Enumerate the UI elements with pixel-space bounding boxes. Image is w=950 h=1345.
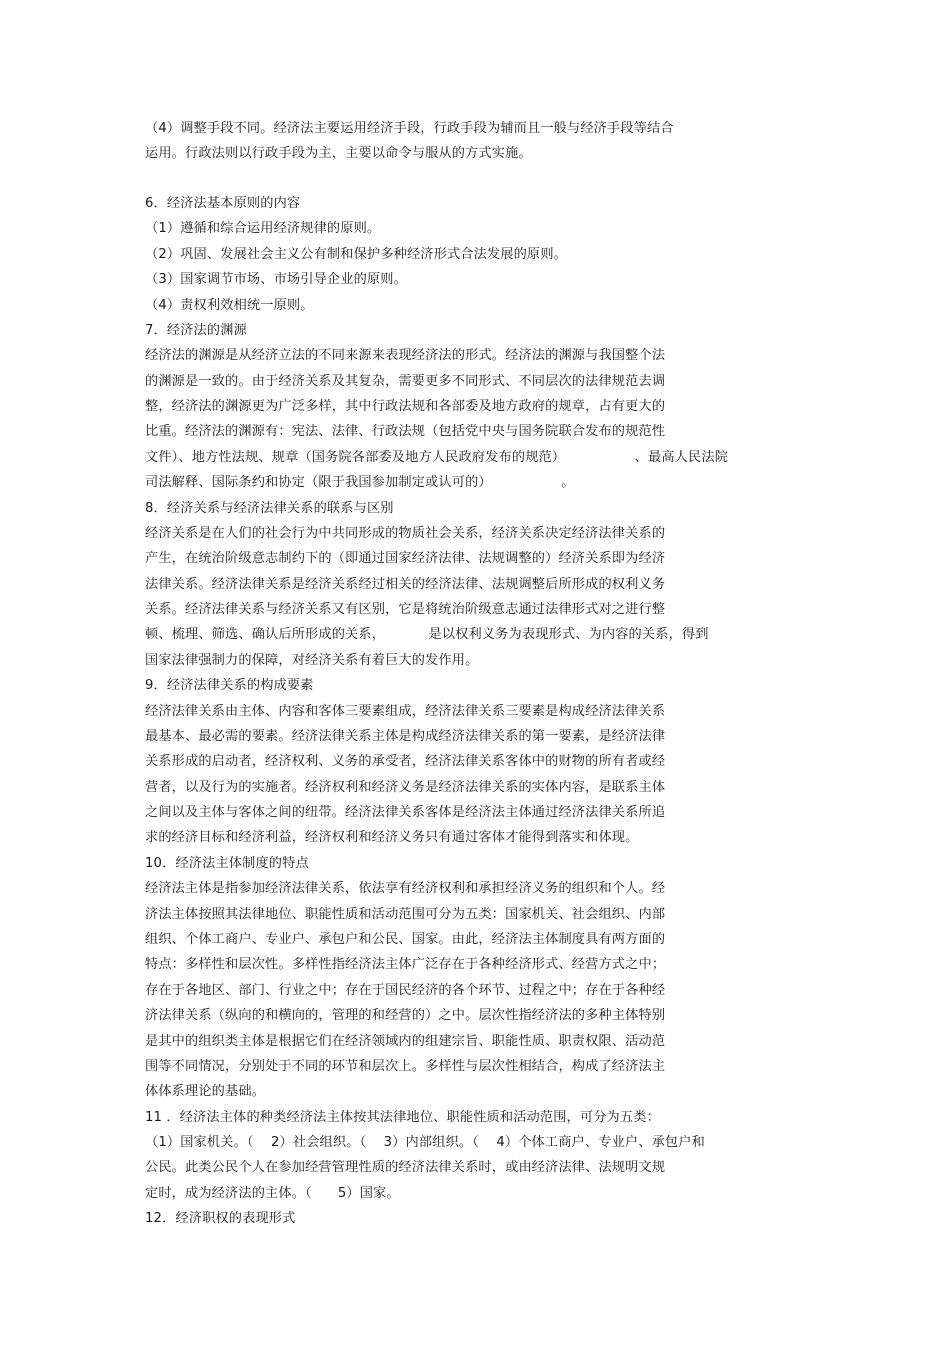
text-line: （1）遵循和综合运用经济规律的原则。 — [145, 221, 381, 236]
text-line: 顿、梳理、筛选、确认后所形成的关系， 是以权利义务为表现形式、为内容的关系，得到 — [145, 627, 709, 642]
text-line: 定时，成为经济法的主体。（ 5）国家。 — [145, 1186, 400, 1201]
text-line: 比重。经济法的渊源有：宪法、法律、行政法规（包括党中央与国务院联合发布的规范性 — [145, 424, 666, 439]
text-line: 运用。行政法则以行政手段为主，主要以命令与服从的方式实施。 — [145, 146, 532, 161]
text-line: 围等不同情况，分别处于不同的环节和层次上。多样性与层次性相结合，构成了经济法主 — [145, 1059, 666, 1074]
text-line: 关系形成的启动者，经济权利、义务的承受者，经济法律关系客体中的财物的所有者或经 — [145, 754, 666, 769]
text-line: （4）责权利效相统一原则。 — [145, 298, 314, 313]
text-line: 公民。此类公民个人在参加经营管理性质的经济法律关系时，或由经济法律、法规明文规 — [145, 1160, 666, 1175]
text-line: 最基本、最必需的要素。经济法律关系主体是构成经济法律关系的第一要素，是经济法律 — [145, 729, 666, 744]
text-line: 7．经济法的渊源 — [145, 323, 247, 338]
text-line: 经济法律关系由主体、内容和客体三要素组成，经济法律关系三要素是构成经济法律关系 — [145, 704, 666, 719]
text-line: 求的经济目标和经济利益，经济权利和经济义务只有通过客体才能得到落实和体现。 — [145, 830, 639, 845]
text-line: 9．经济法律关系的构成要素 — [145, 678, 314, 693]
text-line: 存在于各地区、部门、行业之中；存在于国民经济的各个环节、过程之中；存在于各种经 — [145, 983, 666, 998]
text-line: 国家法律强制力的保障，对经济关系有着巨大的发作用。 — [145, 653, 479, 668]
text-line: 济法律关系（纵向的和横向的，管理的和经营的）之中。层次性指经济法的多种主体特别 — [145, 1008, 666, 1023]
text-line: 经济法主体是指参加经济法律关系，依法享有经济权利和承担经济义务的组织和个人。经 — [145, 881, 666, 896]
text-line: 经济法的渊源是从经济立法的不同来源来表现经济法的形式。经济法的渊源与我国整个法 — [145, 348, 666, 363]
text-line: 8．经济关系与经济法律关系的联系与区别 — [145, 501, 394, 516]
text-line: 产生，在统治阶级意志制约下的（即通过国家经济法律、法规调整的）经济关系即为经济 — [145, 551, 666, 566]
text-line: 之间以及主体与客体之间的纽带。经济法律关系客体是经济法主体通过经济法律关系所追 — [145, 805, 666, 820]
text-line: （4）调整手段不同。经济法主要运用经济手段，行政手段为辅而且一般与经济手段等结合 — [145, 121, 674, 136]
text-line: （3）国家调节市场、市场引导企业的原则。 — [145, 272, 407, 287]
text-line: 司法解释、国际条约和协定（限于我国参加制定或认可的） 。 — [145, 475, 575, 490]
text-line: （2）巩固、发展社会主义公有制和保护多种经济形式合法发展的原则。 — [145, 247, 567, 262]
text-line: 整，经济法的渊源更为广泛多样，其中行政法规和各部委及地方政府的规章，占有更大的 — [145, 399, 666, 414]
text-line: （1）国家机关。（ 2）社会组织。（ 3）内部组织。（ 4）个体工商户、专业户、承包户和 — [145, 1135, 705, 1150]
text-line: 经济关系是在人们的社会行为中共同形成的物质社会关系，经济关系决定经济法律关系的 — [145, 526, 666, 541]
text-line: 的渊源是一致的。由于经济关系及其复杂，需要更多不同形式、不同层次的法律规范去调 — [145, 374, 666, 389]
text-line: 组织、个体工商户、专业户、承包户和公民、国家。由此，经济法主体制度具有两方面的 — [145, 932, 666, 947]
text-line: 特点：多样性和层次性。多样性指经济法主体广泛存在于各种经济形式、经营方式之中； — [145, 957, 666, 972]
text-line: 11 ．经济法主体的种类经济法主体按其法律地位、职能性质和活动范围，可分为五类： — [145, 1110, 660, 1125]
text-line: 济法主体按照其法律地位、职能性质和活动范围可分为五类：国家机关、社会组织、内部 — [145, 907, 666, 922]
text-line: 文件）、地方性法规、规章（国务院各部委及地方人民政府发布的规范） 、最高人民法院 — [145, 450, 729, 465]
text-line: 关系。经济法律关系与经济关系又有区别，它是将统治阶级意志通过法律形式对之进行整 — [145, 602, 666, 617]
text-line: 营者，以及行为的实施者。经济权利和经济义务是经济法律关系的实体内容，是联系主体 — [145, 780, 666, 795]
text-line: 10．经济法主体制度的特点 — [145, 856, 309, 871]
text-line: 法律关系。经济法律关系是经济关系经过相关的经济法律、法规调整后所形成的权利义务 — [145, 577, 666, 592]
text-line: 6．经济法基本原则的内容 — [145, 196, 301, 211]
text-line: 体体系理论的基础。 — [145, 1084, 266, 1099]
text-line: 12．经济职权的表现形式 — [145, 1211, 296, 1226]
text-line: 是其中的组织类主体是根据它们在经济领域内的组建宗旨、职能性质、职责权限、活动范 — [145, 1034, 666, 1049]
